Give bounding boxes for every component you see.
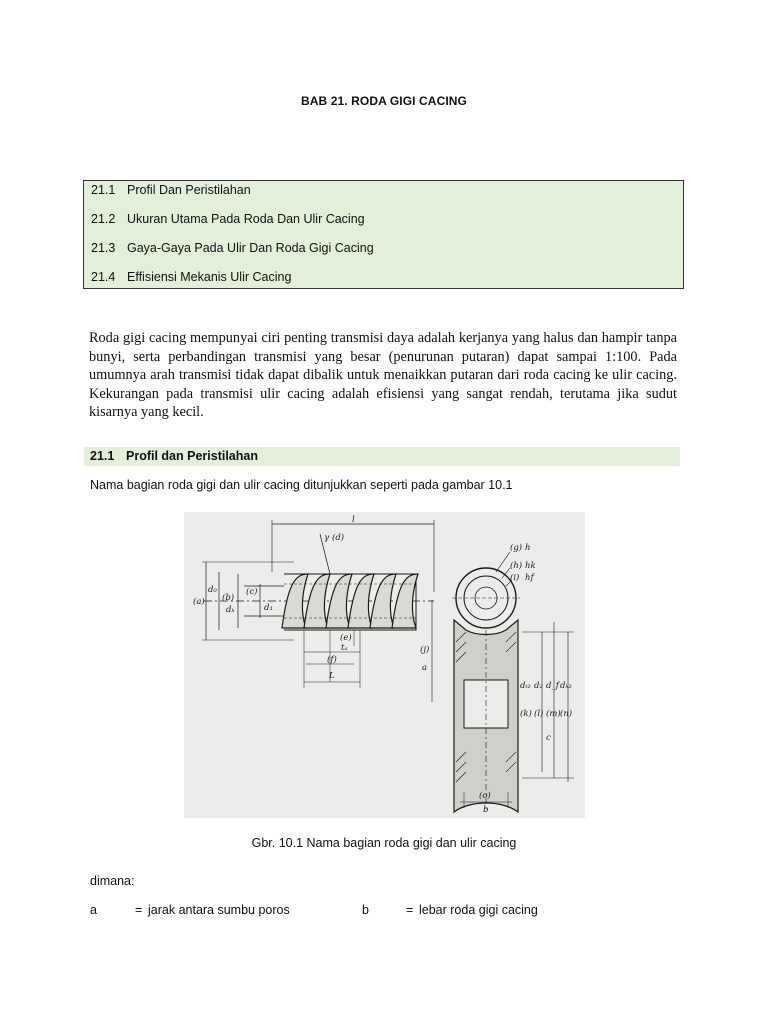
worm-gear-drawing — [184, 512, 585, 818]
fig-label-f: (f) — [327, 655, 337, 665]
toc-item[interactable] — [91, 212, 365, 226]
fig-label-m: (m) — [546, 709, 561, 719]
definition-symbol: a — [90, 903, 97, 917]
toc-item[interactable] — [91, 241, 374, 255]
toc-item-number: 21.1 — [91, 183, 116, 197]
fig-label-h-top: h — [525, 543, 531, 553]
fig-label-j: (j) — [420, 645, 430, 655]
toc-item[interactable] — [91, 270, 291, 284]
fig-label-l: (l) — [534, 709, 544, 719]
worm-gear-figure — [184, 512, 585, 818]
section-heading — [84, 447, 680, 466]
fig-label-l: l — [352, 515, 355, 525]
fig-label-hk: hk — [525, 561, 536, 571]
definition-symbol: b — [362, 903, 369, 917]
fig-label-g: (g) — [510, 543, 523, 553]
toc-item-label: Effisiensi Mekanis Ulir Cacing — [127, 270, 292, 284]
fig-label-d: (d) — [332, 533, 345, 543]
definition-text: lebar roda gigi cacing — [419, 903, 538, 917]
section-title: Profil dan Peristilahan — [126, 449, 258, 463]
toc-item-label: Gaya-Gaya Pada Ulir Dan Roda Gigi Cacing — [127, 241, 374, 255]
fig-label-k: (k) — [520, 709, 532, 719]
definitions-heading: dimana: — [90, 874, 135, 888]
fig-label-c-sym: c — [546, 733, 551, 743]
toc-item-label: Profil Dan Peristilahan — [127, 183, 251, 197]
fig-label-dk: dₖ — [226, 605, 235, 615]
toc-item-number: 21.3 — [91, 241, 116, 255]
fig-label-ta: tₐ — [341, 643, 348, 653]
fig-label-gamma: γ — [324, 533, 330, 543]
fig-label-df: d_f — [546, 681, 559, 691]
fig-label-e: (e) — [340, 633, 352, 643]
chapter-title: BAB 21. RODA GIGI CACING — [301, 94, 467, 108]
fig-label-d0: d₀ — [208, 585, 217, 595]
toc-item[interactable] — [91, 183, 251, 197]
fig-label-n: (n) — [560, 709, 573, 719]
table-of-contents — [83, 180, 684, 289]
fig-label-d1: d₁ — [264, 603, 273, 613]
fig-label-a-sym: a — [422, 663, 428, 673]
definition-equals: = — [406, 903, 414, 917]
definition-text: jarak antara sumbu poros — [148, 903, 290, 917]
fig-label-b: (b) — [222, 593, 235, 603]
section-number: 21.1 — [90, 449, 115, 463]
fig-label-i: (i) — [510, 573, 520, 583]
fig-label-d2: d₂ — [534, 681, 543, 691]
fig-label-h: (h) — [510, 561, 523, 571]
fig-label-c: (c) — [246, 587, 258, 597]
intro-paragraph: Roda gigi cacing mempunyai ciri penting transmisi daya adalah kerjanya yang halus dan hampir tanpa bunyi, serta perbandingan transmisi yang besar (penurunan putaran) dapat sampai 1:100. Pada umumnya arah transmisi tidak dapat dibalik untuk menaikkan putaran dari roda cacing ke ulir cacing. Kekurangan pada transmisi ulir cacing adalah efisiensi yang sangat rendah, terutama jika sudut kisarnya yang kecil. — [89, 330, 677, 421]
fig-label-dt2: dₜ₂ — [520, 681, 531, 691]
toc-item-number: 21.4 — [91, 270, 116, 284]
fig-label-hf: hf — [525, 573, 534, 583]
fig-label-L: L — [329, 671, 335, 681]
fig-label-o: (o) — [479, 791, 491, 801]
figure-caption: Gbr. 10.1 Nama bagian roda gigi dan ulir cacing — [251, 836, 517, 850]
toc-item-label: Ukuran Utama Pada Roda Dan Ulir Cacing — [127, 212, 365, 226]
figure-intro-text: Nama bagian roda gigi dan ulir cacing ditunjukkan seperti pada gambar 10.1 — [90, 478, 513, 492]
toc-item-number: 21.2 — [91, 212, 116, 226]
fig-label-b-sym: b — [483, 805, 489, 815]
fig-label-dk2: dₖ₂ — [560, 681, 572, 691]
definition-equals: = — [135, 903, 143, 917]
fig-label-a-left: (a) — [193, 597, 205, 607]
